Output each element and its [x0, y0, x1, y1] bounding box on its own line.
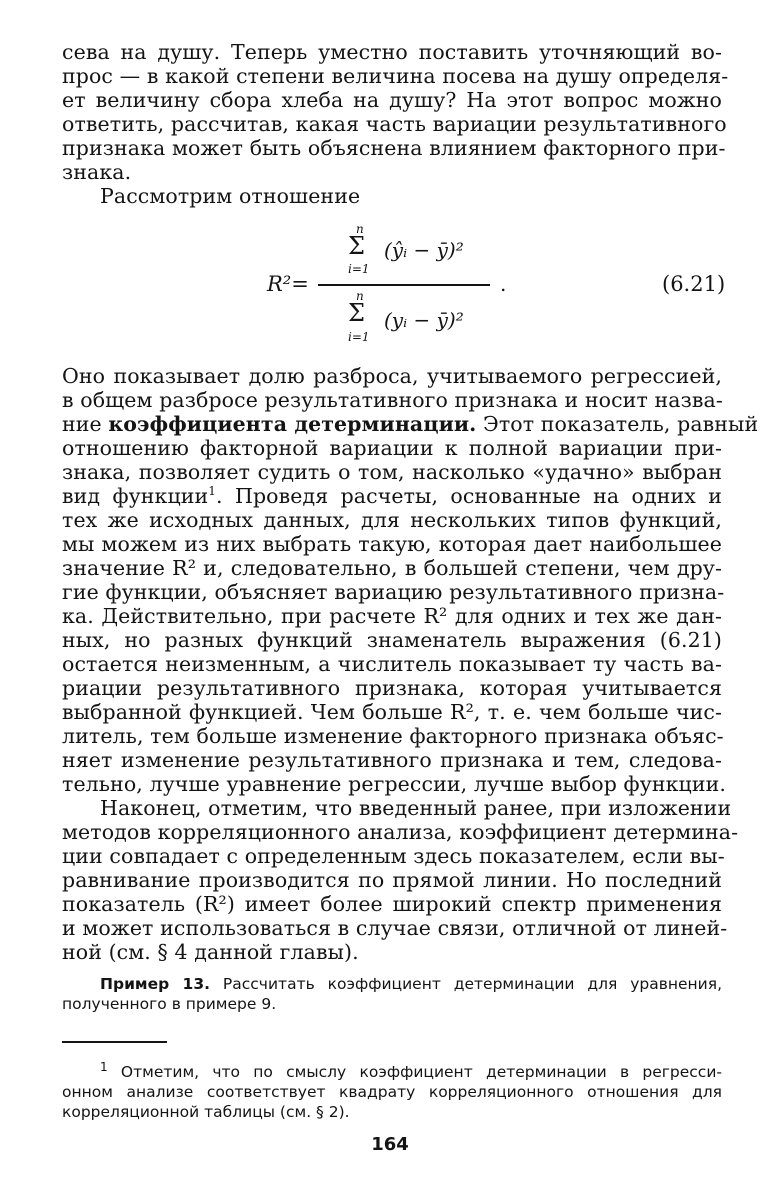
- text-fragment: Этот показатель, равный: [476, 412, 759, 436]
- text-line: гие функции, объясняет вариацию результативного призна-: [62, 580, 725, 604]
- text-fragment: ние: [62, 412, 109, 436]
- text-line: знака, позволяет судить о том, насколько «удачно» выбран: [62, 460, 722, 484]
- text-line: ет величину сбора хлеба на душу? На этот вопрос можно: [62, 88, 722, 112]
- footnote-line: корреляционной таблицы (см. § 2).: [62, 1103, 350, 1121]
- sum-upper-limit: n: [356, 289, 364, 303]
- text-line: прос — в какой степени величина посева на душу определя-: [62, 64, 729, 88]
- example-line: полученного в примере 9.: [62, 995, 277, 1013]
- text-fragment: . Проведя расчеты, основанные на одних и: [216, 484, 722, 508]
- example-line: [100, 974, 722, 994]
- formula-period: .: [500, 272, 507, 296]
- text-fragment: Рассчитать коэффициент детерминации для уравнения,: [210, 975, 722, 993]
- formula-lhs: R²=: [267, 272, 309, 296]
- text-line: признака может быть объяснена влиянием факторного при-: [62, 136, 726, 160]
- text-line: ной (см. § 4 данной главы).: [62, 940, 359, 964]
- text-line: ции совпадает с определенным здесь показателем, если вы-: [62, 844, 725, 868]
- text-fragment: Отметим, что по смыслу коэффициент детерминации в регресси-: [107, 1063, 722, 1081]
- text-line: тельно, лучше уравнение регрессии, лучше выбор функции.: [62, 772, 726, 796]
- sum-lower-limit: i=1: [348, 330, 370, 344]
- text-line: знака.: [62, 160, 132, 184]
- text-line: и может использоваться в случае связи, отличной от линей-: [62, 916, 728, 940]
- footnote-line: онном анализе соответствует квадрату корреляционного отношения для: [62, 1083, 722, 1101]
- text-line: Наконец, отметим, что введенный ранее, при изложении: [100, 796, 732, 820]
- text-line: значение R² и, следовательно, в большей степени, чем дру-: [62, 556, 722, 580]
- text-line: Оно показывает долю разброса, учитываемого регрессией,: [62, 364, 722, 388]
- formula-6-21: [0, 222, 780, 352]
- text-line: [62, 412, 759, 436]
- text-line: в общем разбросе результативного признака и носит назва-: [62, 388, 723, 412]
- text-line: няет изменение результативного признака и тем, следова-: [62, 748, 722, 772]
- text-line: мы можем из них выбрать такую, которая дает наибольшее: [62, 532, 722, 556]
- text-line: ответить, рассчитав, какая часть вариации результативного: [62, 112, 727, 136]
- footnote-separator: [62, 1041, 167, 1043]
- term-bold: коэффициента детерминации.: [108, 412, 477, 436]
- text-line: тех же исходных данных, для нескольких типов функций,: [62, 508, 722, 532]
- text-line: [62, 484, 722, 508]
- denominator-expression: (yᵢ − ȳ)²: [384, 308, 464, 332]
- text-line: литель, тем больше изменение факторного признака объяс-: [62, 724, 724, 748]
- text-line: отношению факторной вариации к полной вариации при-: [62, 436, 722, 460]
- text-line: Рассмотрим отношение: [100, 184, 361, 208]
- text-fragment: вид функции: [62, 484, 209, 508]
- text-line: методов корреляционного анализа, коэффициент детермина-: [62, 820, 739, 844]
- text-line: сева на душу. Теперь уместно поставить уточняющий во-: [62, 40, 722, 64]
- text-line: остается неизменным, а числитель показывает ту часть ва-: [62, 652, 722, 676]
- text-line: равнивание производится по прямой линии. Но последний: [62, 868, 722, 892]
- example-label: Пример 13.: [100, 975, 211, 993]
- sum-symbol: Σ: [348, 299, 365, 327]
- page-number: 164: [371, 1134, 409, 1155]
- fraction-bar: [318, 284, 490, 286]
- footnote-line: [100, 1059, 722, 1082]
- text-line: ных, но разных функций знаменатель выражения (6.21): [62, 628, 722, 652]
- numerator-expression: (ŷᵢ − ȳ)²: [384, 238, 464, 262]
- sum-symbol: Σ: [348, 232, 365, 260]
- footnote-reference: 1: [208, 484, 217, 499]
- text-line: показатель (R²) имеет более широкий спектр применения: [62, 892, 722, 916]
- sum-lower-limit: i=1: [348, 262, 370, 276]
- text-line: ка. Действительно, при расчете R² для одних и тех же дан-: [62, 604, 722, 628]
- footnote-marker: 1: [100, 1059, 108, 1074]
- text-line: выбранной функцией. Чем больше R², т. е. чем больше чис-: [62, 700, 722, 724]
- sum-upper-limit: n: [356, 222, 364, 236]
- formula-number: (6.21): [662, 272, 726, 296]
- text-line: риации результативного признака, которая учитывается: [62, 676, 722, 700]
